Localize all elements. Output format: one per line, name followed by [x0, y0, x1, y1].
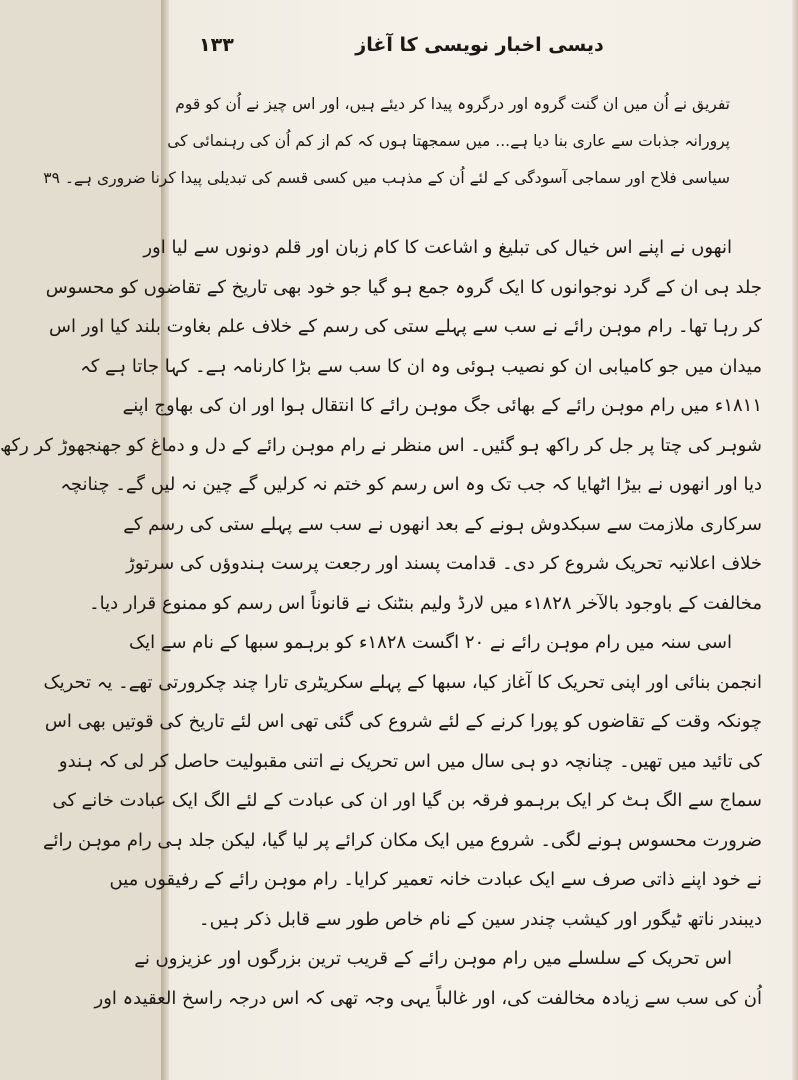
block-quote: [43, 86, 730, 197]
text-line: کر رہا تھا۔ رام موہن رائے نے سب سے پہلے ستی کی رسم کے خلاف علم بغاوت بلند کیا اور اس: [49, 316, 762, 337]
text-line: اس تحریک کے سلسلے میں رام موہن رائے کے قریب ترین بزرگوں اور عزیزوں نے: [134, 948, 732, 969]
body-text: [0, 228, 762, 1018]
quote-line: تفریق نے اُن میں ان گنت گروہ اور درگروہ پیدا کر دیئے ہیں، اور اس چیز نے اُن کو قوم: [175, 95, 730, 113]
text-line: ضرورت محسوس ہونے لگی۔ شروع میں ایک مکان کرائے پر لیا گیا، لیکن جلد ہی رام موہن رائے: [42, 829, 762, 851]
text-line: نے خود اپنے ذاتی صرف سے ایک عبادت خانہ تعمیر کرایا۔ رام موہن رائے کے رفیقوں میں: [109, 869, 762, 890]
text-line: اُن کی سب سے زیادہ مخالفت کی، اور غالباً یہی وجہ تھی کہ اس درجہ راسخ العقیدہ اور: [94, 987, 762, 1009]
text-line: ۱۸۱۱ء میں رام موہن رائے کے بھائی جگ موہن رائے کا انتقال ہوا اور ان کی بھاوج اپنے: [122, 395, 762, 416]
quote-line: پرورانہ جذبات سے عاری بنا دیا ہے... میں سمجھتا ہوں کہ کم از کم اُن کی رہنمائی کی: [167, 132, 730, 150]
text-line: انجمن بنائی اور اپنی تحریک کا آغاز کیا، سبھا کے پہلے سکریٹری تارا چند چکرورتی تھے۔ یہ تحریک: [43, 671, 762, 693]
text-line: سماج سے الگ ہٹ کر ایک برہمو فرقہ بن گیا اور ان کی عبادت کے لئے الگ ایک عبادت خانے کی: [52, 790, 762, 811]
text-line: مخالفت کے باوجود بالآخر ۱۸۲۸ء میں لارڈ ولیم بنٹنک نے قانوناً اس رسم کو ممنوع قرار دیا۔: [89, 592, 762, 614]
page-header: [199, 32, 760, 68]
text-line: سرکاری ملازمت سے سبکدوش ہونے کے بعد انھوں نے سب سے پہلے ستی کی رسم کے: [123, 513, 762, 535]
text-line: کی تائید میں تھیں۔ چنانچہ دو ہی سال میں اس تحریک نے اتنی مقبولیت حاصل کر لی کہ ہندو: [58, 750, 762, 772]
text-line: جلد ہی ان کے گرد نوجوانوں کا ایک گروہ جمع ہو گیا جو خود بھی تاریخ کے تقاضوں کو محسوس: [45, 276, 762, 298]
text-line: شوہر کی چتا پر جل کر راکھ ہو گئیں۔ اس منظر نے رام موہن رائے کے دل و دماغ کو جھنجھوڑ کر رکھ: [0, 434, 762, 456]
running-title: دیسی اخبار نویسی کا آغاز: [355, 34, 604, 56]
text-line: خلاف اعلانیہ تحریک شروع کر دی۔ قدامت پسند اور رجعت پرست ہندوؤں کی سرتوڑ: [126, 553, 762, 574]
text-line: دیبندر ناتھ ٹیگور اور کیشب چندر سین کے نام خاص طور سے قابل ذکر ہیں۔: [199, 908, 762, 930]
quote-line: سیاسی فلاح اور سماجی آسودگی کے لئے اُن کے مذہب میں کسی قسم کی تبدیلی پیدا کرنا ضروری ہے۔ ۳۹: [43, 169, 730, 187]
text-line: اسی سنہ میں رام موہن رائے نے ۲۰ اگست ۱۸۲۸ء کو برہمو سبھا کے نام سے ایک: [129, 632, 732, 653]
text-line: میدان میں جو کامیابی ان کو نصیب ہوئی وہ ان کا سب سے بڑا کارنامہ ہے۔ کہا جاتا ہے کہ: [80, 355, 762, 377]
text-line: چونکہ وقت کے تقاضوں کو پورا کرنے کے لئے شروع کی گئی تھی اس لئے تاریخ کی قوتیں بھی اس: [44, 711, 762, 732]
page-number: ۱۳۳: [199, 34, 234, 56]
text-line: انھوں نے اپنے اس خیال کی تبلیغ و اشاعت کا کام زبان اور قلم دونوں سے لیا اور: [143, 237, 732, 258]
page-outer-edge: [792, 0, 798, 1080]
text-line: دیا اور انھوں نے بیڑا اٹھایا کہ جب تک وہ اس رسم کو ختم نہ کرلیں گے چین نہ لیں گے۔ چنانچہ: [60, 474, 762, 495]
